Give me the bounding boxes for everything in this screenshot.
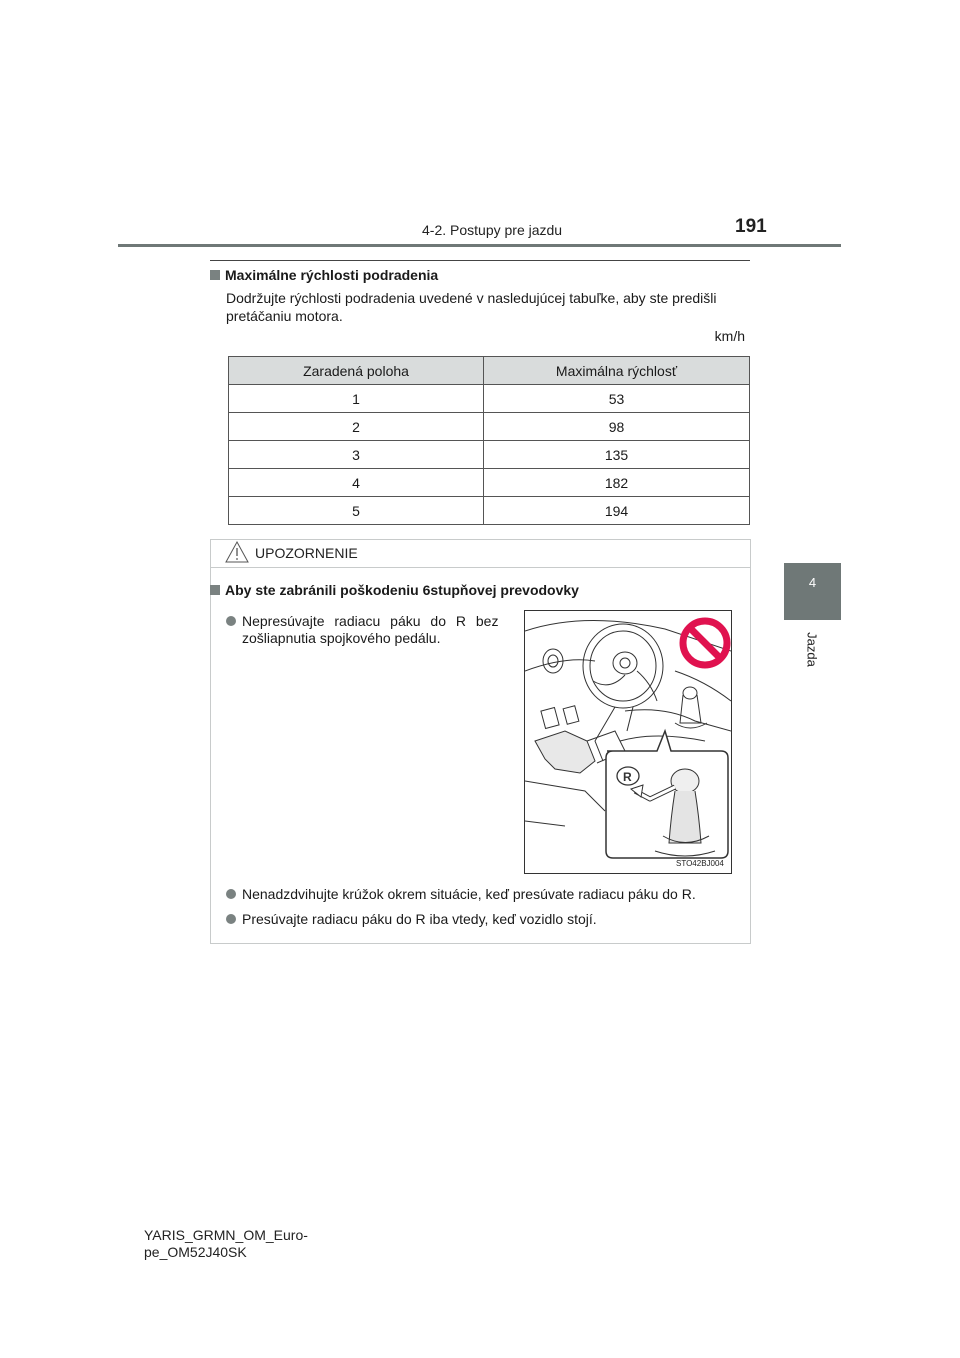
table-cell-speed: 135: [484, 441, 750, 469]
table-cell-speed: 53: [484, 385, 750, 413]
bullet-text: Presúvajte radiacu páku do R iba vtedy, keď vozidlo stojí.: [242, 911, 597, 927]
illustration-code: STO42BJ004: [676, 859, 724, 868]
table-cell-speed: 182: [484, 469, 750, 497]
table-cell-gear: 4: [229, 469, 484, 497]
table-unit: km/h: [714, 328, 745, 344]
chapter-tab: [784, 563, 841, 620]
table-header-cell: Maximálna rýchlosť: [484, 357, 750, 385]
header-rule: [118, 244, 841, 247]
round-bullet-icon: [226, 889, 236, 899]
table-row: [229, 497, 750, 525]
chapter-label: Jazda: [804, 632, 820, 667]
warning-subtitle: [210, 582, 579, 598]
table-cell-gear: 5: [229, 497, 484, 525]
chapter-number: 4: [808, 575, 817, 590]
round-bullet-icon: [226, 616, 236, 626]
warning-bullet-1-continuation: zošliapnutia spojkového pedálu.: [242, 630, 441, 646]
table-cell-speed: 194: [484, 497, 750, 525]
table-row: [229, 413, 750, 441]
warning-header-divider: [211, 567, 750, 568]
table-cell-gear: 1: [229, 385, 484, 413]
square-bullet-icon: [210, 270, 220, 280]
table-cell-gear: 2: [229, 413, 484, 441]
dashboard-shifter-drawing: [525, 611, 731, 873]
warning-label: UPOZORNENIE: [255, 545, 358, 561]
document-footer: [144, 1227, 308, 1261]
reverse-gear-badge: [617, 767, 639, 785]
prohibition-sign-icon: [683, 621, 727, 665]
bullet-text: Nepresúvajte radiacu páku do R bez: [242, 613, 499, 629]
table-cell-gear: 3: [229, 441, 484, 469]
bullet-text: Nenadzdvihujte krúžok okrem situácie, keď presúvate radiacu páku do R.: [242, 886, 696, 902]
section-heading: [210, 267, 438, 283]
header-section-title: 4-2. Postupy pre jazdu: [422, 222, 563, 238]
round-bullet-icon: [226, 914, 236, 924]
warning-bullet-2: [226, 886, 696, 902]
square-bullet-icon: [210, 585, 220, 595]
table-row: [229, 385, 750, 413]
table-header-row: [229, 357, 750, 385]
section-body-text: Dodržujte rýchlosti podradenia uvedené v nasledujúcej tabuľke, aby ste predišli pretáčaniu motora.: [226, 290, 717, 324]
warning-subtitle-text: Aby ste zabránili poškodeniu 6stupňovej prevodovky: [225, 582, 579, 598]
shift-lever-illustration: [524, 610, 732, 874]
table-cell-speed: 98: [484, 413, 750, 441]
table-header-cell: Zaradená poloha: [229, 357, 484, 385]
downshift-speed-table: [228, 356, 750, 525]
table-row: [229, 469, 750, 497]
table-row: [229, 441, 750, 469]
warning-triangle-icon: [224, 540, 250, 564]
warning-bullet-1: [226, 612, 512, 630]
footer-line-1: YARIS_GRMN_OM_Euro-: [144, 1227, 308, 1243]
reverse-gear-letter: R: [623, 770, 632, 784]
section-rule: [210, 260, 750, 261]
warning-bullet-3: [226, 911, 597, 927]
page-number: 191: [735, 216, 767, 237]
section-title-text: Maximálne rýchlosti podradenia: [225, 267, 439, 283]
footer-line-2: pe_OM52J40SK: [144, 1244, 247, 1260]
